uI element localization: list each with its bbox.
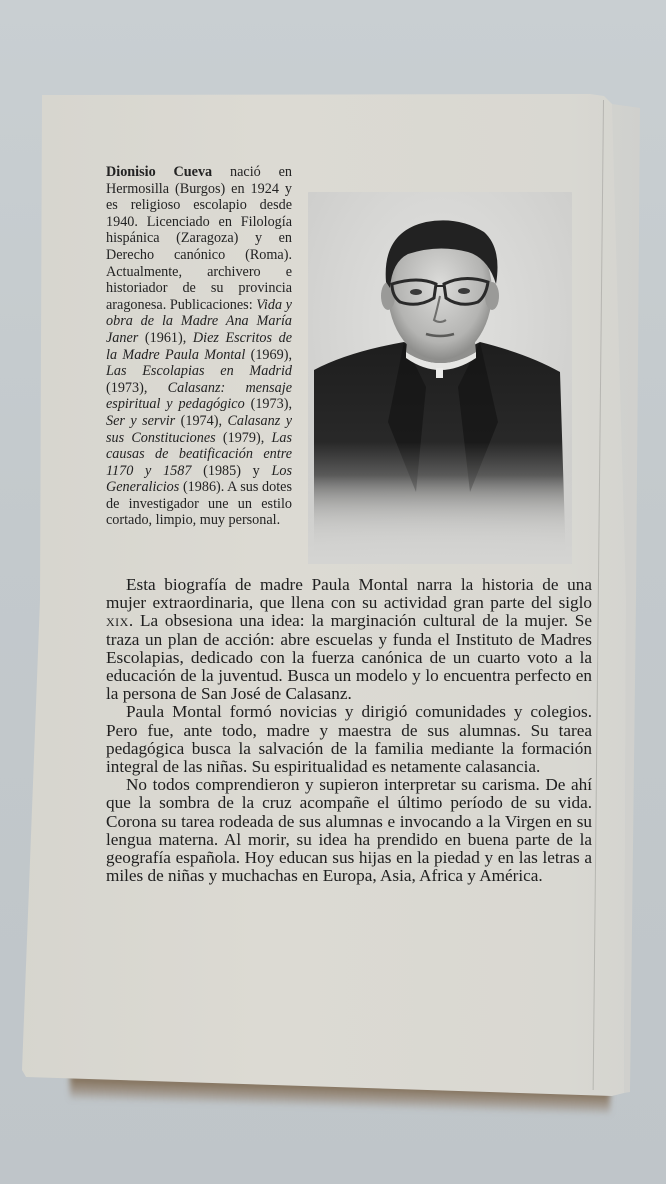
portrait-illustration xyxy=(308,192,572,564)
eye-right xyxy=(458,288,470,294)
work-year: (1985) y xyxy=(191,462,272,479)
work-title: Las Escolapias en Madrid xyxy=(106,363,292,380)
work-title: Las causas de beatificación entre 1170 y 1587 xyxy=(106,429,292,479)
bio-intro: nació en Hermosilla (Burgos) en 1924 y es religioso escolapio desde 1940. Licenciado en Filología hispánica (Zaragoza) y en Derecho canónico (Roma). Actualmente, archivero e historiador de su provincia aragonesa. Publicaciones: xyxy=(106,164,292,313)
eye-left xyxy=(410,289,422,295)
work-year: (1969), xyxy=(245,346,292,363)
synopsis-paragraph: No todos comprendieron y supieron interpretar su carisma. De ahí que la sombra de la cruz acompañe el último período de su vida. Corona su tarea rodeada de sus alumnas e invocando a la Virgen en su lengua materna. Al morir, su idea ha prendido en buena parte de la geografía española. Hoy educan sus hijas en la piedad y en las letras a miles de niñas y muchachas en Europa, Asia, Africa y América. xyxy=(106,775,592,886)
author-bio xyxy=(106,164,292,529)
work-title: Vida y obra de la Madre Ana María Janer xyxy=(106,296,292,346)
work-year: (1974), xyxy=(175,412,228,429)
work-year: (1961), xyxy=(138,329,193,346)
work-year: (1973), xyxy=(244,396,292,413)
paragraph-text: . La obsesiona una idea: la marginación cultural de la mujer. Se traza un plan de acción: abre escuelas y funda el Instituto de Madres Escolapias, dedicado con la fuerza canónica de un cuarto voto a la educación de la juventud. Busca un modelo y lo encuentra perfecto en la persona de San José de Calasanz. xyxy=(106,611,592,704)
work-title: Calasanz: mensaje espiritual y pedagógico xyxy=(106,379,292,413)
work-title: Calasanz y sus Constituciones xyxy=(106,412,292,446)
bio-closing: A sus dotes de investigador une un estilo cortado, limpio, muy personal. xyxy=(106,479,292,529)
author-portrait-photo xyxy=(308,192,572,564)
work-year: (1973), xyxy=(106,379,168,396)
book-synopsis xyxy=(106,576,592,885)
work-title: Ser y servir xyxy=(106,412,176,429)
synopsis-paragraph xyxy=(106,576,592,703)
synopsis-paragraph: Paula Montal formó novicias y dirigió comunidades y colegios. Pero fue, ante todo, madre y maestra de sus alumnas. Su tarea pedagógica busca la salvación de la familia mediante la formación integral de las niñas. Su espiritualidad es netamente calasancia. xyxy=(106,702,592,777)
photo-vignette xyxy=(308,442,572,564)
work-year: (1979), xyxy=(215,429,272,446)
collar-tab xyxy=(436,368,443,378)
paragraph-text: Esta biografía de madre Paula Montal narra la historia de una mujer extraordinaria, que llena con su actividad gran parte del siglo xyxy=(106,575,592,613)
work-title: Los Generalicios xyxy=(106,462,292,496)
work-title: Diez Escritos de la Madre Paula Montal xyxy=(106,329,292,363)
author-name: Dionisio Cueva xyxy=(106,164,213,180)
work-year: (1986). xyxy=(179,479,228,496)
century-numeral: xix xyxy=(106,611,129,631)
